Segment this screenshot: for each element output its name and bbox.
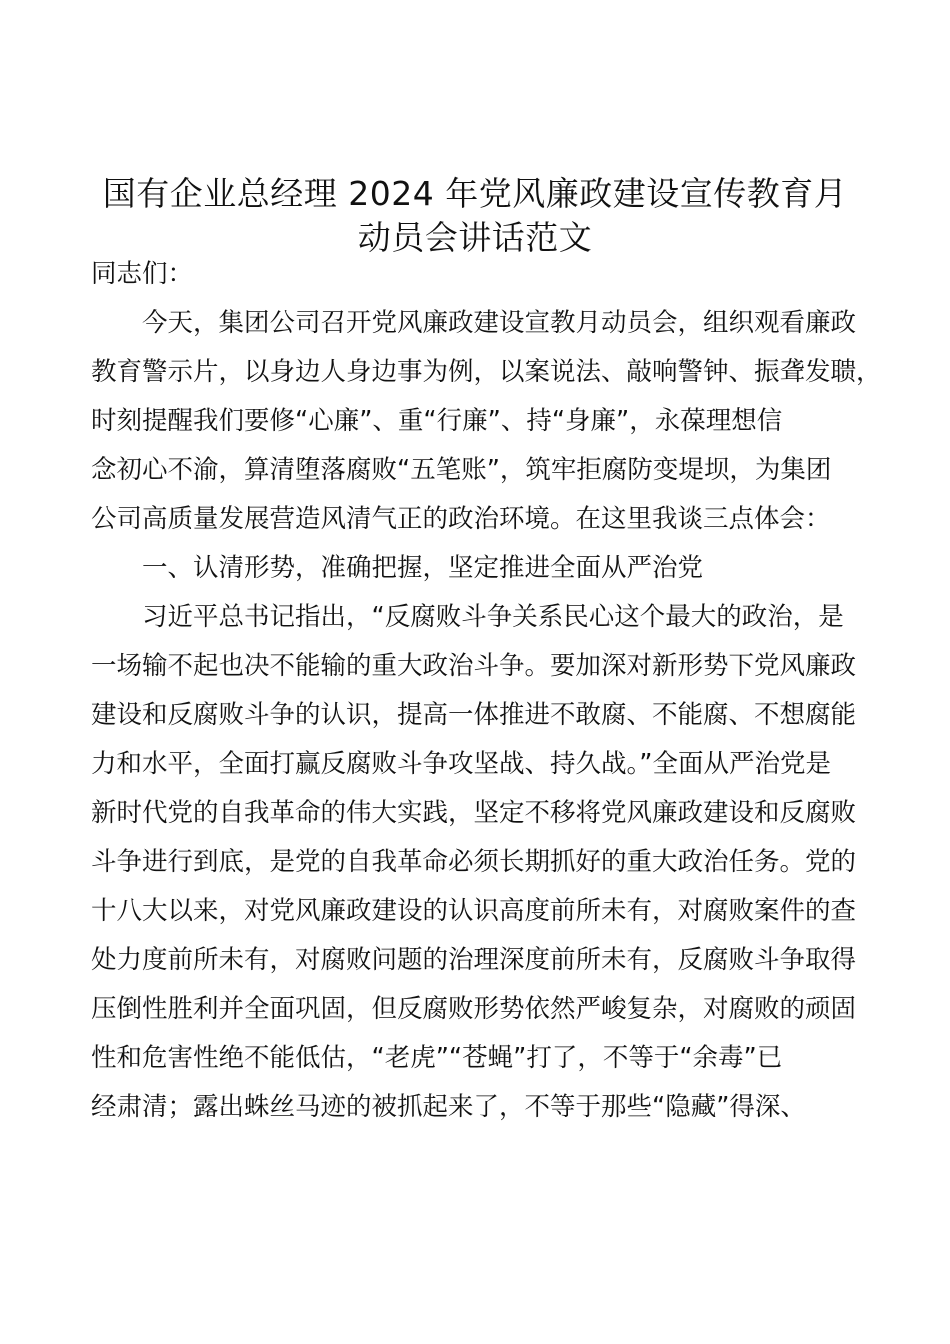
document-body <box>91 250 882 1132</box>
paragraph-line: 建设和反腐败斗争的认识，提高一体推进不敢腐、不能腐、不想腐能 <box>91 700 857 730</box>
paragraph-line: 处力度前所未有，对腐败问题的治理深度前所未有，反腐败斗争取得 <box>91 945 857 975</box>
paragraph-line: 习近平总书记指出，“反腐败斗争关系民心这个最大的政治，是 <box>142 602 844 632</box>
paragraph-line: 力和水平，全面打赢反腐败斗争攻坚战、持久战。”全面从严治党是 <box>91 749 831 779</box>
paragraph-line: 今天，集团公司召开党风廉政建设宣教月动员会，组织观看廉政 <box>142 308 857 338</box>
paragraph-line: 公司高质量发展营造风清气正的政治环境。在这里我谈三点体会： <box>91 504 831 534</box>
paragraph-line: 压倒性胜利并全面巩固，但反腐败形势依然严峻复杂，对腐败的顽固 <box>91 994 857 1024</box>
paragraph-line: 新时代党的自我革命的伟大实践，坚定不移将党风廉政建设和反腐败 <box>91 798 857 828</box>
title-line-1: 国有企业总经理 2024 年党风廉政建设宣传教育月 <box>102 174 848 213</box>
paragraph-line: 十八大以来，对党风廉政建设的认识高度前所未有，对腐败案件的查 <box>91 896 857 926</box>
salutation: 同志们： <box>91 259 194 289</box>
paragraph-line: 经肃清；露出蛛丝马迹的被抓起来了，不等于那些“隐藏”得深、 <box>91 1092 806 1122</box>
document-title <box>80 172 870 260</box>
title-line-2: 动员会讲话范文 <box>357 218 593 257</box>
paragraph-line: 一场输不起也决不能输的重大政治斗争。要加深对新形势下党风廉政 <box>91 651 857 681</box>
paragraph-line: 时刻提醒我们要修“心廉”、重“行廉”、持“身廉”，永葆理想信 <box>91 406 783 436</box>
paragraph-line: 性和危害性绝不能低估，“老虎”“苍蝇”打了，不等于“余毒”已 <box>91 1043 783 1073</box>
paragraph-line: 教育警示片，以身边人身边事为例，以案说法、敲响警钟、振聋发聩， <box>91 357 882 387</box>
section-heading: 一、认清形势，准确把握，坚定推进全面从严治党 <box>142 553 704 583</box>
paragraph-line: 念初心不渝，算清堕落腐败“五笔账”，筑牢拒腐防变堤坝，为集团 <box>91 455 832 485</box>
paragraph-line: 斗争进行到底，是党的自我革命必须长期抓好的重大政治任务。党的 <box>91 847 857 877</box>
